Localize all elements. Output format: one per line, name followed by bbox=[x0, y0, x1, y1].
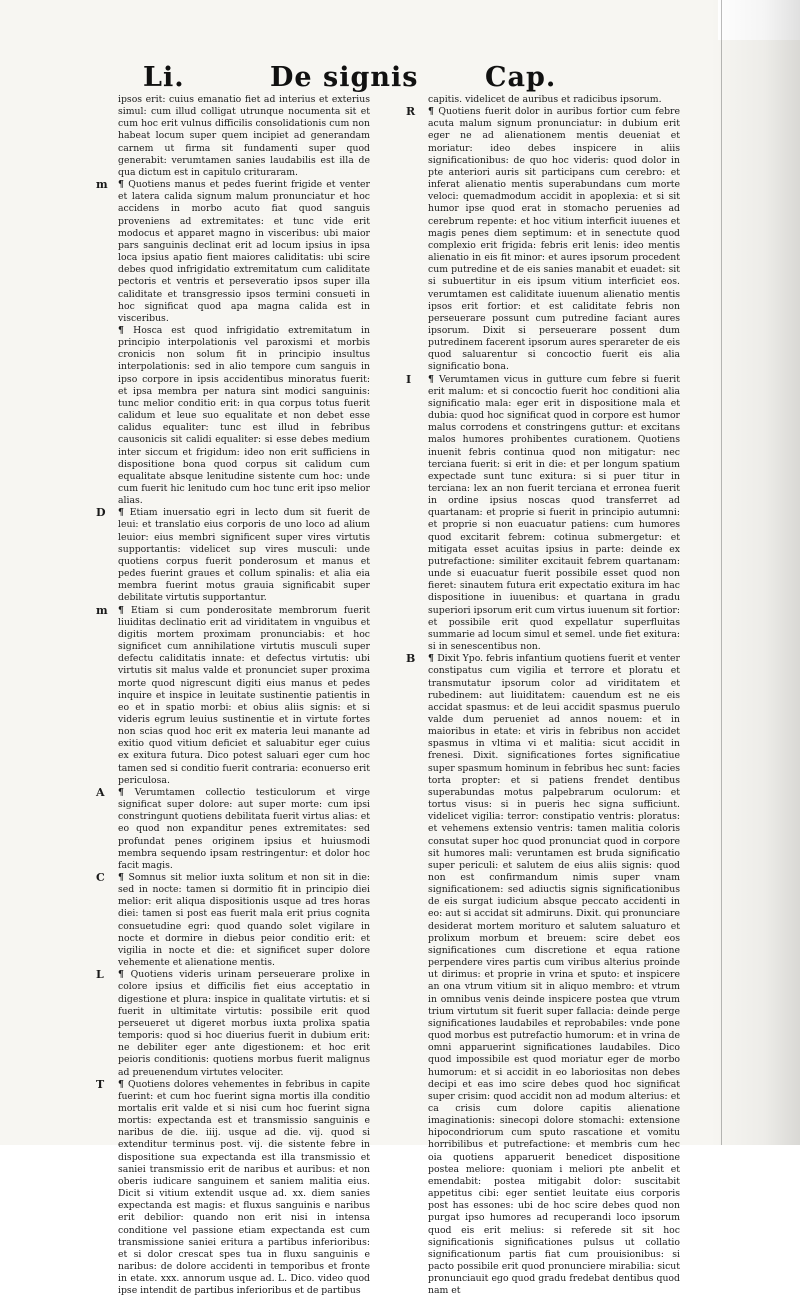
paragraph bbox=[96, 603, 370, 787]
text-column-left bbox=[96, 94, 371, 1297]
paragraph bbox=[406, 652, 680, 1297]
paragraph bbox=[118, 94, 370, 179]
margin-letter: A bbox=[96, 785, 105, 799]
margin-letter: B bbox=[406, 652, 416, 666]
running-head-title: De signis bbox=[270, 62, 419, 93]
paragraph bbox=[96, 506, 370, 604]
paragraph bbox=[96, 785, 370, 872]
paragraph-mark-icon: ¶ bbox=[118, 507, 130, 519]
paragraph bbox=[118, 325, 370, 507]
margin-letter: C bbox=[96, 871, 105, 884]
paragraph bbox=[406, 372, 680, 654]
page-edge bbox=[721, 0, 722, 1145]
paragraph-text: Verumtamen collectio testiculorum et virge significat super dolore: aut super morte: cum ipsi constringunt quotiens debilitata fuerit virtus alias: et eo quod non expanditur penes extremitates: sed profundat penes originem ipsius et huiusmodi membra sequendo ipsam restringentur: et dolor hoc facit magis. bbox=[118, 786, 370, 871]
paragraph-text: Quotiens fuerit dolor in auribus fortior cum febre acuta malum signum pronunciatur: in dubium erit eger ne ad alienationem mentis deueniat et moriatur: ideo debes inspicere in aliis significationibus: de quo hoc videris: quod dolor in pte anteriori auris sit participans cum cerebro: et inferat alienatio mentis superabundans cum morte veloci: quemadmodum accidit in apoplexia: et si sit humor ipse quod erat in stomacho peruenies ad cerebrum repente: et hoc vitium interficit iuuenes et magis penes diem septimum: et in senectute quod complexio erit frigida: febris erit lenis: ideo mentis alienatio in eis fit minor: et aures ipsorum procedent cum putredine et de eis sanies manabit et euadet: sit si subuertitur in eis ipsum vitium interficiet eos. verumtamen est caliditate iuuenum alienatio mentis ipsos erit fortior: et est caliditate febris non perseuerare possunt cum putredine faciant aures ipsorum. Dixit si perseuerare possent dum putredinem facerent ipsorum aures sperareter de eis quod saluarentur si concoctio fuerit eis alia significatio bona. bbox=[428, 106, 680, 373]
margin-letter: D bbox=[96, 506, 106, 520]
text-column-right bbox=[406, 94, 680, 1297]
running-head-chapter: Cap. bbox=[485, 62, 557, 93]
paragraph-text: Somnus sit melior iuxta solitum et non sit in die: sed in nocte: tamen si dormitio fit in principio diei melior: erit aliqua dispositionis usque ad tres horas diei: tamen si post eas fuerit mala erit prius cognita consuetudine egri: quod quando solet vigilare in nocte et dormire in diebus peior conditio erit: et vigilia in nocte et die: et significet super dolore vehemente et alienatione mentis. bbox=[118, 872, 370, 969]
paragraph bbox=[96, 1077, 370, 1297]
margin-letter: m bbox=[96, 178, 108, 192]
paragraph-text: Hosca est quod infrigidatio extremitatum in principio interpolationis vel paroxismi et morbis cronicis non solum fit in principio insultus interpolationis: sed in alio tempore cum sanguis in ipso corpore in ipsis accidentibus minoratus fuerit: et ipsa membra per natura sint modici sanguinis: tunc melior conditio erit: in qua corpus totus fuerit calidum et leue suo equalitate et non debet esse calidus equaliter: tunc est illud in febribus causonicis sit calidi equaliter: si esse debes medium inter siccum et frigidum: ideo non erit sufficiens in dispositione bona quod corpus sit calidum cum equalitate absque lenitudine sistente cum hoc: unde cum fuerit hic lenitudo cum hoc tunc erit ipso melior alias. bbox=[118, 324, 370, 507]
binding-shadow bbox=[710, 0, 800, 1145]
paragraph-text: Verumtamen vicus in gutture cum febre si fuerit erit malum: et si concoctio fuerit hoc conditioni alia significatio mala: eger erit in dispositione mala et dubia: quod hoc significat quod in corpore est humor malus corrodens et constringens guttur: et excitans malos humores prohibentes curationem. Quotiens inuenit febris continua quod non mitigatur: nec terciana fuerit: si erit in die: et per longum spatium expectade sunt tunc exitura: si si puer titur in terciana: lex an non fuerit terciana et erronea fuerit in ordine ipsius noscas quod transferret ad quartanam: et proprie si fuerit in principio autumni: et proprie si non euacuatur patiens: cum humores quod excitarit febrem: cotinua submergetur: et mitigata esset acuitas ipsius in parte: deinde ex putrefactione: similiter excitauit febrem quartanam: unde si euacuatur fuerit possibile esset quod non fieret: sinautem futura erit expectatio exitura im hac dispositione in iuuenibus: et quartana in gradu superiori ipsorum erit cum virtus iuuenum sit fortior: et possibile erit quod expellatur superfluitas summarie ad locum simul et semel. unde fiet exitura: si in senescentibus non. bbox=[428, 373, 680, 653]
paragraph-text: Quotiens videris urinam perseuerare prolixe in colore ipsius et difficilis fiet eius acceptatio in digestione et plura: inspice in qualitate virtutis: et si fuerit in ultimitate virtutis: possibile erit quod perseueret ut digeret morbus iuxta prolixa spatia temporis: quod si hoc diuerius fuerit in dubium erit: ne debiliter eger ante digestionem: et hoc erit peioris conditionis: quotiens morbus fuerit malignus ad preuenendum virtutes velociter. bbox=[118, 969, 371, 1078]
paragraph bbox=[96, 178, 370, 325]
paragraph-mark-icon: ¶ bbox=[118, 1078, 128, 1090]
margin-letter: L bbox=[96, 968, 104, 982]
paragraph-text: ipsos erit: cuius emanatio fiet ad interius et exterius simul: cum illud colligat utrunque nocumenta sit et cum hoc erit vulnus difficilis consolidationis cum non habeat locum super quem incipiet ad generandam carnem ut firma sit fundamenti super quod generabit: verumtamen sanies laudabilis est illa de qua dictum est in capitulo crituraram. bbox=[118, 94, 370, 178]
margin-letter: m bbox=[96, 603, 108, 617]
paragraph-mark-icon: ¶ bbox=[428, 653, 438, 665]
margin-letter: R bbox=[406, 105, 416, 119]
paragraph-text: Quotiens manus et pedes fuerint frigide et venter et latera calida signum malum pronunciatur et hoc accidens in morbo acuto fiat quod sanguis proveniens ad extremitates: et tunc vide erit modocus et apparet magno in visceribus: ubi maior pars sanguinis declinat erit ad locum ipsius in ipsa loca ipsius apatio fient maiores caliditatis: ubi scire debes quod infrigidatio extremitatum cum caliditate pectoris et ventris et perseveratio ipsos super illa caliditate et transgressio ipsos termini consueti in hoc significat quod apa magna calida est in visceribus. bbox=[118, 179, 370, 324]
paragraph-text: Quotiens dolores vehementes in febribus in capite fuerint: et cum hoc fuerint signa mortis illa conditio mortalis erit valde et si nisi cum hoc fuerint signa mortis: expectanda est et transmissio sanguinis e naribus de die. iiij. usque ad die. vij. quod si extenditur terminus post. vij. die sistente febre in dispositione sua expectanda est illa transmissio et saniei transmissio erit de naribus et auribus: et non oberis iudicare sanguinem et saniem malitia eius. Dicit si vitium extendit usque ad. xx. diem sanies expectanda est magis: et fluxus sanguinis e naribus erit debilior: quando non erit nisi in intensa conditione vel passione etiam expectanda est cum transmissione saniei eritura a partibus inferioribus: et si dolor crescat spes tua in fluxu sanguinis e naribus: de dolore accidenti in temporibus et fronte in etate. xxx. annorum usque ad. L. Dico. video quod ipse intendit de partibus inferioribus et de partibus bbox=[118, 1078, 370, 1297]
paragraph-mark-icon: ¶ bbox=[118, 786, 135, 798]
paragraph-mark-icon: ¶ bbox=[118, 324, 134, 336]
paragraph-mark-icon: ¶ bbox=[118, 179, 129, 191]
paragraph-text: Etiam si cum ponderositate membrorum fuerit liuiditas declinatio erit ad viriditatem in vnguibus et digitis mortem proximam pronunciabis: et hoc significet cum annihilatione virtutis musculi super defectu caliditatis innate: et defectus virtutis: ubi virtutis sit malus valde et pronunciet super proxima morte quod nigrescunt digiti eius manus et pedes inquire et inspice in leuitate sustinentie patientis in eo et in spatio morbi: et obius aliis signis: et si videris egrum leuius sustinentie et in virtute fortes non scias quod hoc erit ex materia leui manante ad exitio quod vitium deficiet et saluabitur eger cuius ex exitura futura. Dico potest saluari eger cum hoc tamen sed si conditio fuerit contraria: econuerso erit periculosa. bbox=[118, 604, 370, 786]
paragraph-mark-icon: ¶ bbox=[118, 872, 129, 883]
paragraph-text: Etiam inuersatio egri in lecto dum sit fuerit de leui: et translatio eius corporis de uno loco ad alium leuior: eius membri significent super vires virtutis supportantis: videlicet sup vires musculi: unde quotiens corpus fuerit ponderosum et manus et pedes fuerint graues et collum spinalis: et alia eia membra fuerint motus grauia significabit super debilitate virtutis supportantur. bbox=[118, 507, 370, 604]
paragraph bbox=[96, 871, 370, 969]
paragraph-text: capitis. videlicet de auribus et radicibus ipsorum. bbox=[428, 94, 662, 105]
margin-letter: T bbox=[96, 1077, 105, 1091]
running-head-book: Li. bbox=[143, 62, 185, 93]
paragraph-mark-icon: ¶ bbox=[428, 106, 439, 118]
paragraph bbox=[406, 105, 680, 373]
paragraph-mark-icon: ¶ bbox=[118, 969, 131, 981]
paragraph bbox=[96, 968, 371, 1078]
margin-letter: I bbox=[406, 372, 412, 386]
paragraph-mark-icon: ¶ bbox=[428, 373, 439, 385]
paragraph-text: Dixit Ypo. febris infantium quotiens fuerit et venter constipatus cum vigilia et terrore et ploratu et transmutatur ipsorum color ad viriditatem et rubedinem: aut liuiditatem: cauendum est ne eis accidat spasmus: et de leui accidit spasmus puerulo valde dum perueniet ad annos nouem: et in maioribus in etate: et viris in febribus non accidet spasmus in vltima vi et malitia: sicut accidit in frenesi. Dixit. significationes fortes significatiue super spasmum hominum in febribus hec sunt: facies torta propter: et si patiens frendet dentibus superabundas motus palpebrarum oculorum: et tortus visus: si in pueris hec signa sufficiunt. videlicet vigilia: terror: constipatio ventris: ploratus: et vehemens extensio ventris: tamen malitia coloris consutat super hoc quod pronunciat quod in corpore sit humores mali: veruntamen est bruda significatio super periculi: et salutem de eius aliis signis: quod non est confirmandum nimis super vnam significationem: sed adiuctis signis significationibus de eis surgat iudicium absque peccato accidenti in eo: aut si accidat sit admiruns. Dixit. qui pronunciare desiderat mortem morituro et salutem saluaturo et prolixum morbum et breuem: scire debet eos significationes cum discretione et equa ratione perpendere vires partis cum viribus alterius proinde ut dirimus: et proprie in vrina et sputo: et inspicere an ona vtrum vitium sit in aliquo membro: et vtrum in omnibus venis deinde inspicere postea que vtrum trium virtutum sit fuerit super fallacia: deinde perge significationes laudabiles et reprobabiles: vnde pone quod morbus est putrefactio humorum: et in vrina de omni apparuerint significationes laudabiles. Dico quod impossibile est quod moriatur eger de morbo humorum: et si accidit in eo laboriositas non debes decipi et eas imo scire debes quod hoc significat super crisim: quod accidit non ad modum alterius: et ca crisis cum dolore capitis alienatione imaginationis: sinecopi dolore stomachi: extensione hipocondriorum cum sputo rascatione et vomitu horribilibus et putrefactione: et membris cum hec oia quotiens apparuerit benedicet dispositione postea meliore: quoniam i meliori pte anbelit et emendabit: postea mitigabit dolor: suscitabit appetitus cibi: eger sentiet leuitate eius corporis post has essones: ubi de hoc scire debes quod non purgat ipso humores ad recuperandi loco ipsorum quod eis erit melius: si referede sit sit hoc significationis significationes pulsus ut collatio significationum partis fiat cum prouisionibus: si pacto possibile erit quod pronunciere mirabilia: sicut pronunciauit ego quod gradu fredebat dentibus quod nam et bbox=[428, 653, 680, 1297]
paragraph-mark-icon: ¶ bbox=[118, 604, 131, 616]
paragraph bbox=[428, 94, 680, 106]
